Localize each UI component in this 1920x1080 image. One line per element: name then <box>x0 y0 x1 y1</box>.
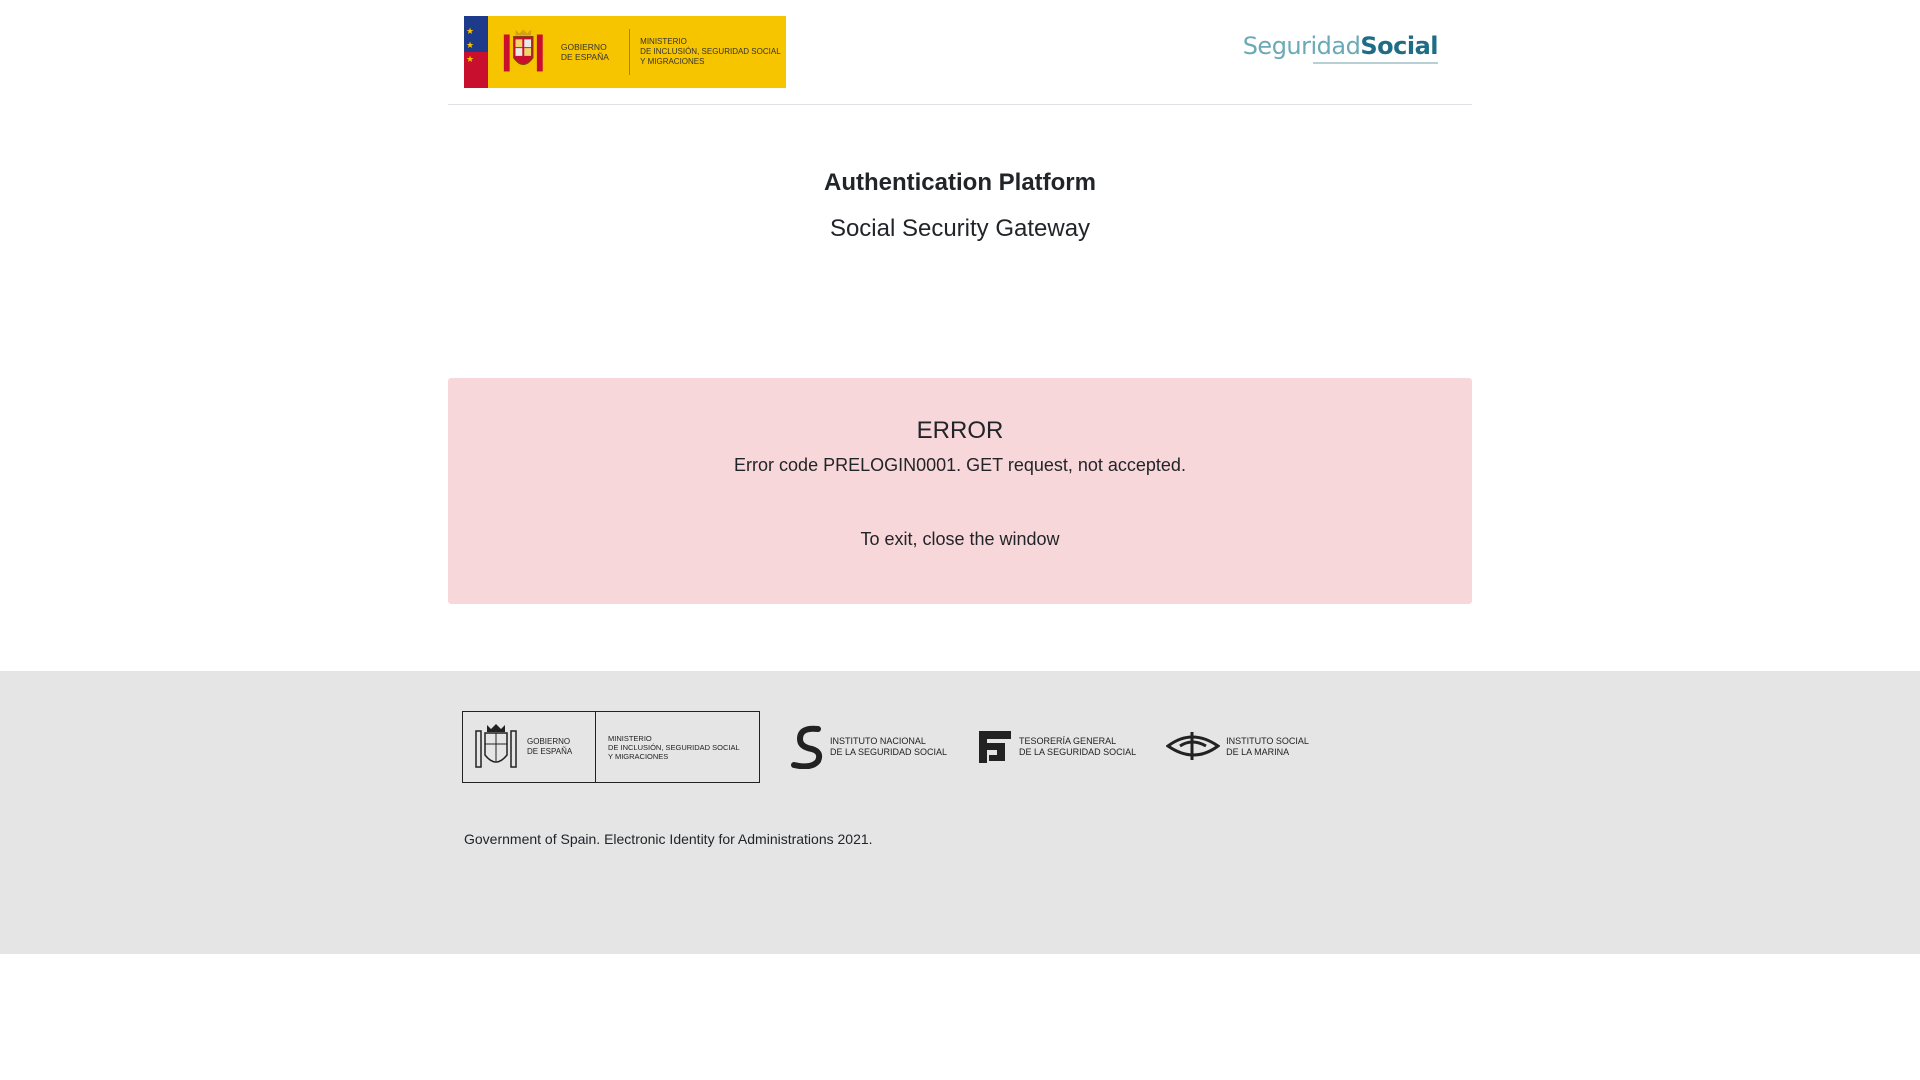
gobierno-espana-logo <box>464 16 786 88</box>
error-message: Error code PRELOGIN0001. GET request, not accepted. <box>734 455 1186 475</box>
footer-coat-of-arms-icon <box>473 721 519 773</box>
footer-logos <box>462 711 1309 783</box>
gobierno-text: GOBIERNO DE ESPAÑA <box>560 42 609 62</box>
tgss-logo <box>977 729 1136 765</box>
logo-divider <box>629 29 630 75</box>
inss-logo <box>790 725 947 769</box>
eu-flag-strip <box>464 16 488 88</box>
error-alert <box>448 378 1472 604</box>
page-title: Authentication Platform <box>823 169 1096 196</box>
seguridad-social-logo: SeguridadSocial <box>1243 32 1438 60</box>
inss-icon <box>790 725 824 769</box>
error-title: ERROR <box>916 417 1004 444</box>
ism-text: INSTITUTO SOCIAL DE LA MARINA <box>1226 736 1309 757</box>
tgss-text: TESORERÍA GENERAL DE LA SEGURIDAD SOCIAL <box>1019 736 1137 757</box>
ministerio-text: MINISTERIO DE INCLUSIÓN, SEGURIDAD SOCIAL Y MIGRACIONES <box>640 37 781 66</box>
coat-of-arms-icon <box>498 26 549 78</box>
inss-text: INSTITUTO NACIONAL DE LA SEGURIDAD SOCIAL <box>830 736 948 757</box>
header <box>448 0 1472 105</box>
exit-instruction: To exit, close the window <box>860 529 1060 549</box>
title-section <box>448 105 1472 244</box>
tgss-icon <box>977 729 1013 765</box>
page-container <box>448 0 1472 604</box>
footer-ministerio-text: MINISTERIO DE INCLUSIÓN, SEGURIDAD SOCIAL Y MIGRACIONES <box>608 733 740 761</box>
footer <box>0 671 1920 954</box>
ism-logo <box>1166 730 1309 764</box>
footer-gobierno-logo <box>462 711 760 783</box>
page-subtitle: Social Security Gateway <box>829 215 1091 242</box>
ism-icon <box>1166 730 1220 764</box>
footer-gobierno-text: GOBIERNO DE ESPAÑA <box>527 737 573 756</box>
footer-copyright: Government of Spain. Electronic Identity for Administrations 2021. <box>464 831 873 847</box>
